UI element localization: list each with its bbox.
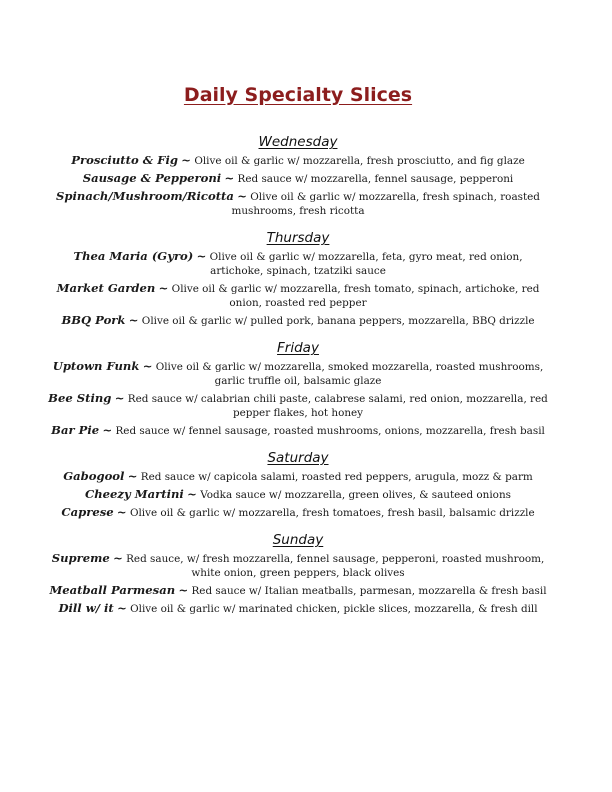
item-name: Cheezy Martini bbox=[85, 487, 184, 501]
item-name: Caprese bbox=[61, 505, 114, 519]
item-name: Spinach/Mushroom/Ricotta bbox=[56, 189, 234, 203]
menu-item bbox=[46, 601, 550, 616]
menu-item bbox=[46, 153, 550, 168]
menu-item bbox=[46, 359, 550, 388]
item-name: Bee Sting bbox=[48, 391, 112, 405]
item-separator: ~ bbox=[128, 313, 139, 327]
item-separator: ~ bbox=[117, 601, 127, 615]
menu-item bbox=[46, 189, 550, 218]
menu-item bbox=[46, 171, 550, 186]
menu-item bbox=[46, 423, 550, 438]
item-separator: ~ bbox=[196, 249, 207, 263]
item-description: Vodka sauce w/ mozzarella, green olives, & sauteed onions bbox=[200, 489, 511, 501]
menu-item bbox=[46, 487, 550, 502]
item-separator: ~ bbox=[142, 359, 153, 373]
item-description: Olive oil & garlic w/ mozzarella, fresh prosciutto, and fig glaze bbox=[194, 155, 525, 167]
menu-item bbox=[46, 391, 550, 420]
item-name: Prosciutto & Fig bbox=[71, 153, 178, 167]
item-name: Sausage & Pepperoni bbox=[82, 171, 222, 185]
item-name: Bar Pie bbox=[51, 423, 100, 437]
item-name: Market Garden bbox=[56, 281, 156, 295]
day-heading: Thursday bbox=[266, 230, 330, 246]
item-description: Olive oil & garlic w/ mozzarella, fresh tomatoes, fresh basil, balsamic drizzle bbox=[129, 507, 535, 519]
day-heading: Saturday bbox=[267, 450, 329, 466]
item-description: Red sauce w/ capicola salami, roasted red peppers, arugula, mozz & parm bbox=[140, 471, 533, 483]
day-section-thursday bbox=[46, 230, 550, 328]
day-heading: Friday bbox=[277, 340, 319, 356]
item-separator: ~ bbox=[113, 551, 123, 565]
item-description: Olive oil & garlic w/ mozzarella, fresh tomato, spinach, artichoke, red onion, roasted red pepper bbox=[171, 283, 540, 309]
item-name: Meatball Parmesan bbox=[49, 583, 176, 597]
item-description: Red sauce, w/ fresh mozzarella, fennel sausage, pepperoni, roasted mushroom, white onion, green peppers, black olives bbox=[126, 553, 545, 579]
item-separator: ~ bbox=[187, 487, 197, 501]
item-name: Thea Maria (Gyro) bbox=[73, 249, 194, 263]
item-separator: ~ bbox=[158, 281, 169, 295]
item-separator: ~ bbox=[116, 505, 127, 519]
menu-item bbox=[46, 551, 550, 580]
menu-item bbox=[46, 505, 550, 520]
item-description: Red sauce w/ fennel sausage, roasted mushrooms, onions, mozzarella, fresh basil bbox=[115, 425, 545, 437]
item-separator: ~ bbox=[237, 189, 247, 203]
item-separator: ~ bbox=[114, 391, 125, 405]
item-name: Uptown Funk bbox=[52, 359, 140, 373]
page-title: Daily Specialty Slices bbox=[183, 84, 413, 106]
menu-item bbox=[46, 469, 550, 484]
menu-item bbox=[46, 313, 550, 328]
item-separator: ~ bbox=[181, 153, 192, 167]
day-section-friday bbox=[46, 340, 550, 438]
day-heading: Wednesday bbox=[258, 134, 338, 150]
item-name: Gabogool bbox=[63, 469, 125, 483]
menu-list bbox=[46, 134, 550, 628]
menu-item bbox=[46, 249, 550, 278]
day-heading: Sunday bbox=[272, 532, 324, 548]
item-description: Olive oil & garlic w/ mozzarella, fresh spinach, roasted mushrooms, fresh ricotta bbox=[231, 191, 540, 217]
day-section-wednesday bbox=[46, 134, 550, 218]
item-description: Olive oil & garlic w/ marinated chicken, pickle slices, mozzarella, & fresh dill bbox=[130, 603, 538, 615]
item-description: Red sauce w/ calabrian chili paste, calabrese salami, red onion, mozzarella, red pepper flakes, hot honey bbox=[127, 393, 548, 419]
item-description: Olive oil & garlic w/ mozzarella, feta, gyro meat, red onion, artichoke, spinach, tzatziki sauce bbox=[209, 251, 523, 277]
item-description: Red sauce w/ Italian meatballs, parmesan, mozzarella & fresh basil bbox=[191, 585, 547, 597]
item-separator: ~ bbox=[127, 469, 138, 483]
item-description: Red sauce w/ mozzarella, fennel sausage, pepperoni bbox=[237, 173, 514, 185]
item-separator: ~ bbox=[178, 583, 189, 597]
item-description: Olive oil & garlic w/ pulled pork, banana peppers, mozzarella, BBQ drizzle bbox=[141, 315, 535, 327]
item-description: Olive oil & garlic w/ mozzarella, smoked mozzarella, roasted mushrooms, garlic truffle oil, balsamic glaze bbox=[155, 361, 544, 387]
item-separator: ~ bbox=[224, 171, 235, 185]
item-name: Supreme bbox=[51, 551, 110, 565]
menu-item bbox=[46, 281, 550, 310]
item-name: Dill w/ it bbox=[58, 601, 114, 615]
day-section-saturday bbox=[46, 450, 550, 520]
item-separator: ~ bbox=[102, 423, 113, 437]
item-name: BBQ Pork bbox=[61, 313, 126, 327]
day-section-sunday bbox=[46, 532, 550, 616]
menu-item bbox=[46, 583, 550, 598]
